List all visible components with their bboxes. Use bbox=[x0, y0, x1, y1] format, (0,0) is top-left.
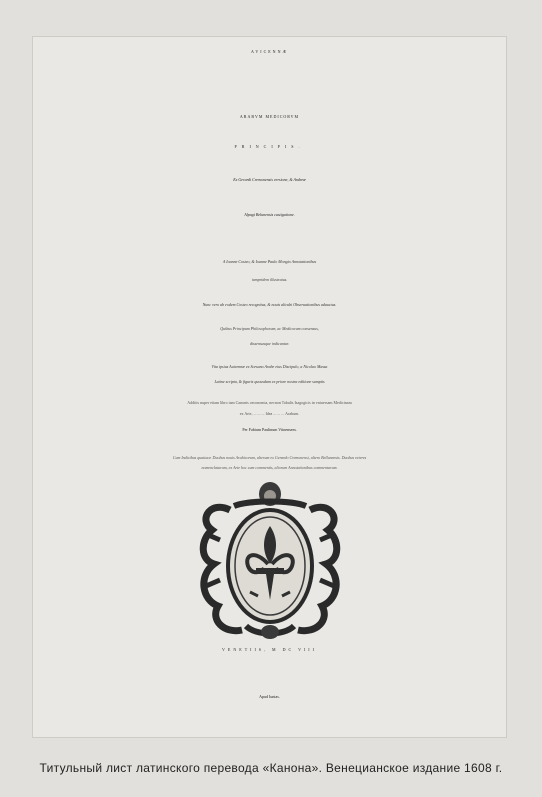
latine-scripta-line: Latine scripta, & figuris quousdam ex priore nostra editione sumptis bbox=[214, 379, 325, 384]
indices-line-2: nomenclaturam, ex Arte hoc cum commentis, aliorum Annotationibus commentarum. bbox=[201, 465, 338, 470]
illustratus-line: iampridem illustratus. bbox=[251, 277, 288, 282]
title-principis: PRINCIPIS. bbox=[234, 144, 305, 149]
title-page-plate bbox=[33, 37, 506, 737]
translator-line: Ex Gerardi Cremonensis versione, & Andreæ bbox=[233, 177, 306, 182]
title-arabum-medicorum: ARABVM MEDICORVM bbox=[239, 114, 300, 119]
castigatione-line: Alpagi Belunensis castigatione. bbox=[244, 212, 295, 217]
imprint-place-year: VENETIIS, M DC VIII bbox=[222, 647, 317, 652]
printer-device-emblem bbox=[190, 480, 350, 642]
annotators-line: A Ioanne Costeo, & Ioanne Paulo Mongio Annotationibus bbox=[222, 259, 317, 264]
arabum-line: ex Arte, ... ... ... Idea ... ... ... Arabum. bbox=[239, 411, 300, 416]
imprint-printer: Apud Iuntas. bbox=[259, 694, 280, 699]
indicantur-line: dissensusque indicantur. bbox=[249, 341, 290, 346]
figure-caption: Титульный лист латинского перевода «Канона». Венецианское издание 1608 г. bbox=[39, 761, 503, 775]
additis-line: Additis nuper etiam libro tam Canonis oeconomia, necnon Tabulis Isagogicis in vniuersam Medicinam bbox=[187, 400, 352, 405]
vita-line: Vita ipsius Auicennæ ex Sorsano Arabe eius Discipulo, a Nicolao Massa bbox=[211, 364, 328, 369]
title-avicennae: AVICENNÆ bbox=[250, 49, 289, 54]
consensus-line: Quibus Principum Philosophorum, ac Medicorum consensus, bbox=[220, 326, 319, 331]
indices-line-1: Cum Indicibus quattuor. Duobus nouis Arabicorum, alterum ex Gerardo Cremonensi, altero Bellunensis. Duobus veteres bbox=[172, 455, 367, 460]
recognitus-line: Nunc vero ab eodem Costeo recognitus, & nouis alicubi Obseruationibus adauctus. bbox=[202, 302, 337, 307]
author-line: Per Fabium Paulinum Vtinensem. bbox=[242, 427, 297, 432]
